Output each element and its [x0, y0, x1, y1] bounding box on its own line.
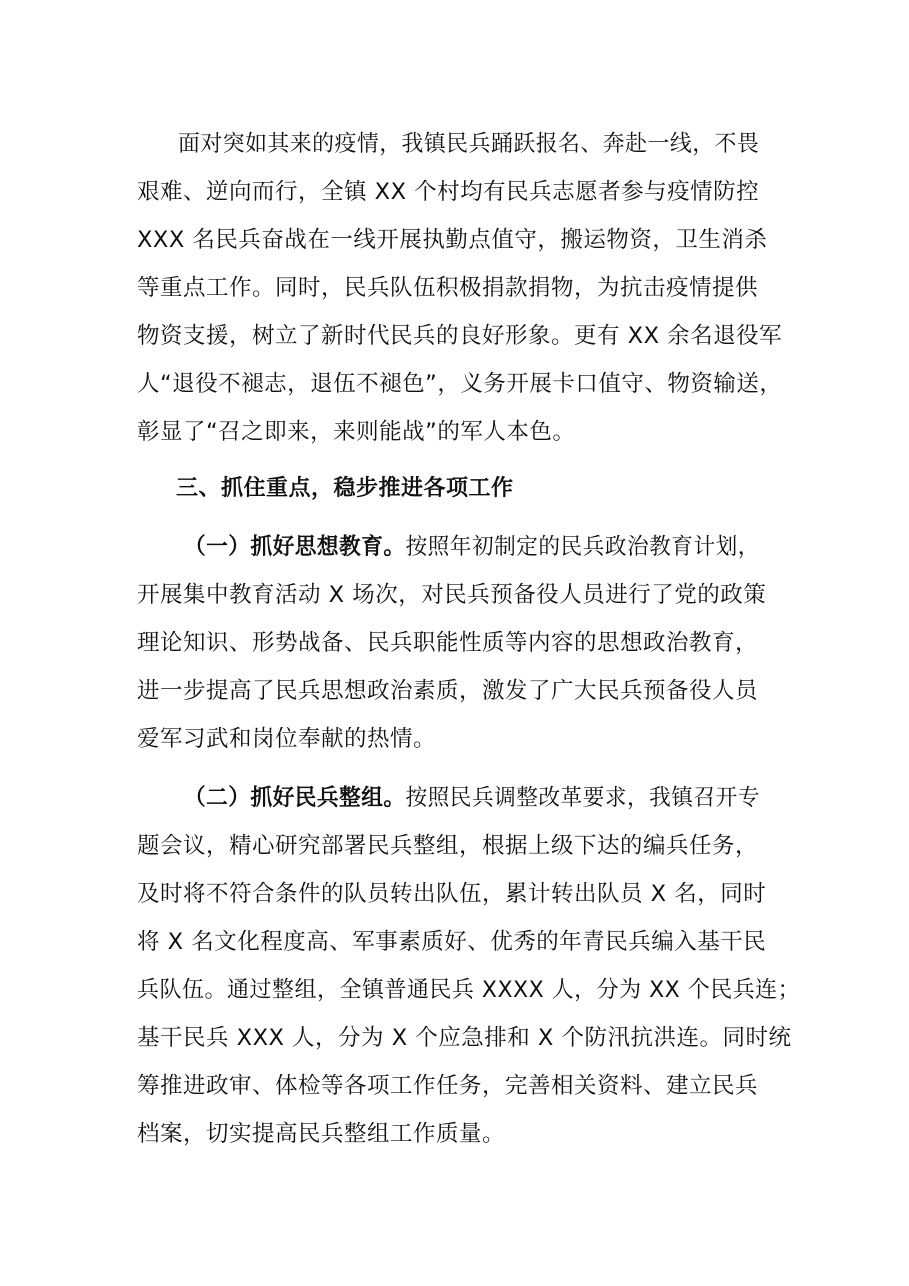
paragraph-1-line-3: XXX 名民兵奋战在一线开展执勤点值守，搬运物资，卫生消杀 — [137, 227, 768, 253]
paragraph-3-lead: （二）抓好民兵整组。 — [184, 785, 406, 811]
paragraph-3-line-7: 筹推进政审、体检等各项工作任务，完善相关资料、建立民兵 — [137, 1073, 759, 1099]
paragraph-2-line-4: 进一步提高了民兵思想政治素质，激发了广大民兵预备役人员 — [137, 678, 759, 704]
paragraph-1-line-6: 人“退役不褪志，退伍不褪色”，义务开展卡口值守、物资输送， — [137, 371, 783, 397]
paragraph-2-line-2: 开展集中教育活动 X 场次，对民兵预备役人员进行了党的政策 — [137, 582, 767, 608]
section-3-heading: 三、抓住重点，稳步推进各项工作 — [176, 476, 514, 501]
paragraph-1-line-7: 彰显了“召之即来，来则能战”的军人本色。 — [137, 419, 576, 445]
paragraph-3-line-5: 兵队伍。通过整组，全镇普通民兵 XXXX 人，分为 XX 个民兵连； — [137, 977, 801, 1003]
paragraph-3-line-6: 基干民兵 XXX 人，分为 X 个应急排和 X 个防汛抗洪连。同时统 — [137, 1025, 792, 1051]
paragraph-3-line-1 — [184, 783, 800, 813]
paragraph-2-line-1 — [184, 532, 800, 562]
paragraph-3-line-4: 将 X 名文化程度高、军事素质好、优秀的年青民兵编入基干民 — [137, 929, 767, 955]
paragraph-3-line-3: 及时将不符合条件的队员转出队伍，累计转出队员 X 名，同时 — [137, 881, 767, 907]
paragraph-3-line-1-rest: 按照民兵调整改革要求，我镇召开专 — [405, 785, 760, 811]
paragraph-2-line-5: 爱军习武和岗位奉献的热情。 — [137, 726, 437, 752]
paragraph-1-line-1: 面对突如其来的疫情，我镇民兵踊跃报名、奔赴一线，不畏 — [178, 131, 760, 157]
paragraph-2-lead: （一）抓好思想教育。 — [184, 534, 406, 560]
paragraph-2-line-1-rest: 按照年初制定的民兵政治教育计划， — [405, 534, 760, 560]
paragraph-1-line-2: 艰难、逆向而行，全镇 XX 个村均有民兵志愿者参与疫情防控 — [137, 179, 760, 205]
paragraph-2-line-3: 理论知识、形势战备、民兵职能性质等内容的思想政治教育， — [137, 630, 759, 656]
paragraph-1-line-5: 物资支援，树立了新时代民兵的良好形象。更有 XX 余名退役军 — [137, 323, 783, 349]
paragraph-3-line-2: 题会议，精心研究部署民兵整组，根据上级下达的编兵任务， — [137, 833, 759, 859]
paragraph-1-line-4: 等重点工作。同时，民兵队伍积极捐款捐物，为抗击疫情提供 — [137, 275, 759, 301]
paragraph-3-line-8: 档案，切实提高民兵整组工作质量。 — [137, 1121, 506, 1147]
